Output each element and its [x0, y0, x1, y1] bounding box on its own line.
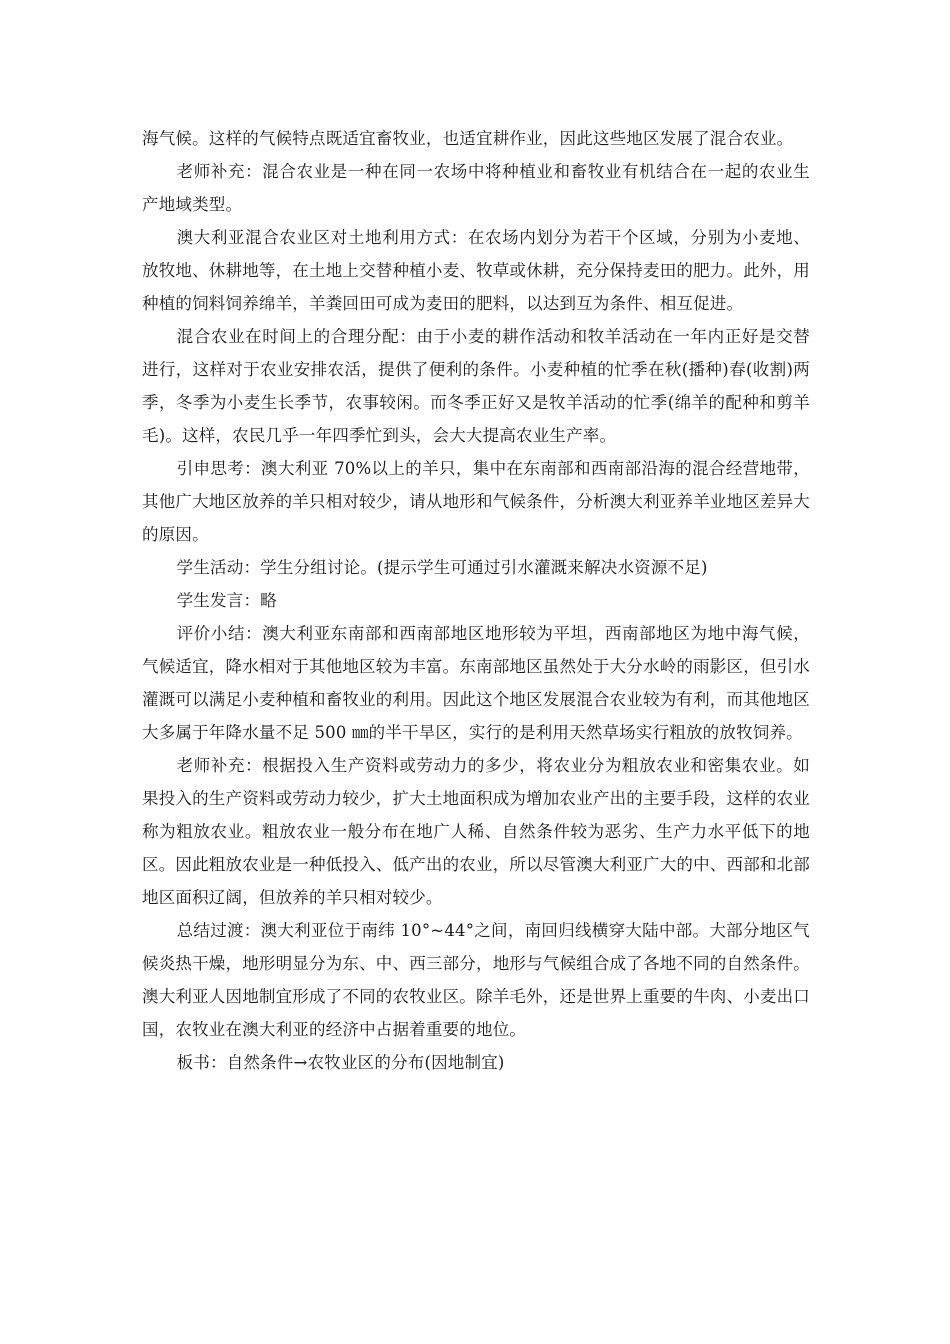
paragraph-evaluation-summary: 评价小结：澳大利亚东南部和西南部地区地形较为平坦，西南部地区为地中海气候，气候适宜，降水相对于其他地区较为丰富。东南部地区虽然处于大分水岭的雨影区，但引水灌溉可以满足小麦种植和畜牧业的利用。因此这个地区发展混合农业较为有利，而其他地区大多属于年降水量不足 500 ㎜的半干旱区，实行的是利用天然草场实行粗放的放牧饲养。 [142, 624, 810, 742]
paragraph-teacher-note-mixed-farming: 老师补充：混合农业是一种在同一农场中将种植业和畜牧业有机结合在一起的农业生产地域类型。 [142, 162, 810, 214]
paragraph-extended-question: 引申思考：澳大利亚 70%以上的羊只，集中在东南部和西南部沿海的混合经营地带，其他广大地区放养的羊只相对较少，请从地形和气候条件，分析澳大利亚养羊业地区差异大的原因。 [142, 459, 810, 544]
paragraph-student-activity: 学生活动：学生分组讨论。(提示学生可通过引水灌溉来解决水资源不足) [176, 558, 708, 577]
paragraph-summary-transition: 总结过渡：澳大利亚位于南纬 10°~44°之间，南回归线横穿大陆中部。大部分地区气候炎热干燥，地形明显分为东、中、西三部分，地形与气候组合成了各地不同的自然条件。澳大利亚人因地制宜形成了不同的农牧业区。除羊毛外，还是世界上重要的牛肉、小麦出口国，农牧业在澳大利亚的经济中占据着重要的地位。 [142, 921, 810, 1039]
paragraph-blackboard: 板书：自然条件→农牧业区的分布(因地制宜) [176, 1053, 505, 1072]
paragraph-teacher-note-extensive-farming: 老师补充：根据投入生产资料或劳动力的多少，将农业分为粗放农业和密集农业。如果投入的生产资料或劳动力较少，扩大土地面积成为增加农业产出的主要手段，这样的农业称为粗放农业。粗放农业一般分布在地广人稀、自然条件较为恶劣、生产力水平低下的地区。因此粗放农业是一种低投入、低产出的农业，所以尽管澳大利亚广大的中、西部和北部地区面积辽阔，但放养的羊只相对较少。 [142, 756, 810, 907]
paragraph-land-use: 澳大利亚混合农业区对土地利用方式：在农场内划分为若干个区域，分别为小麦地、放牧地、休耕地等，在土地上交替种植小麦、牧草或休耕，充分保持麦田的肥力。此外，用种植的饲料饲养绵羊，羊粪回田可成为麦田的肥料，以达到互为条件、相互促进。 [142, 228, 810, 313]
paragraph-time-allocation: 混合农业在时间上的合理分配：由于小麦的耕作活动和牧羊活动在一年内正好是交替进行，这样对于农业安排农活，提供了便利的条件。小麦种植的忙季在秋(播种)春(收割)两季，冬季为小麦生长季节，农事较闲。而冬季正好又是牧羊活动的忙季(绵羊的配种和剪羊毛)。这样，农民几乎一年四季忙到头，会大大提高农业生产率。 [142, 327, 810, 445]
paragraph-continuation: 海气候。这样的气候特点既适宜畜牧业，也适宜耕作业，因此这些地区发展了混合农业。 [142, 129, 794, 148]
paragraph-student-speech: 学生发言：略 [176, 591, 277, 610]
document-body [142, 122, 810, 1079]
